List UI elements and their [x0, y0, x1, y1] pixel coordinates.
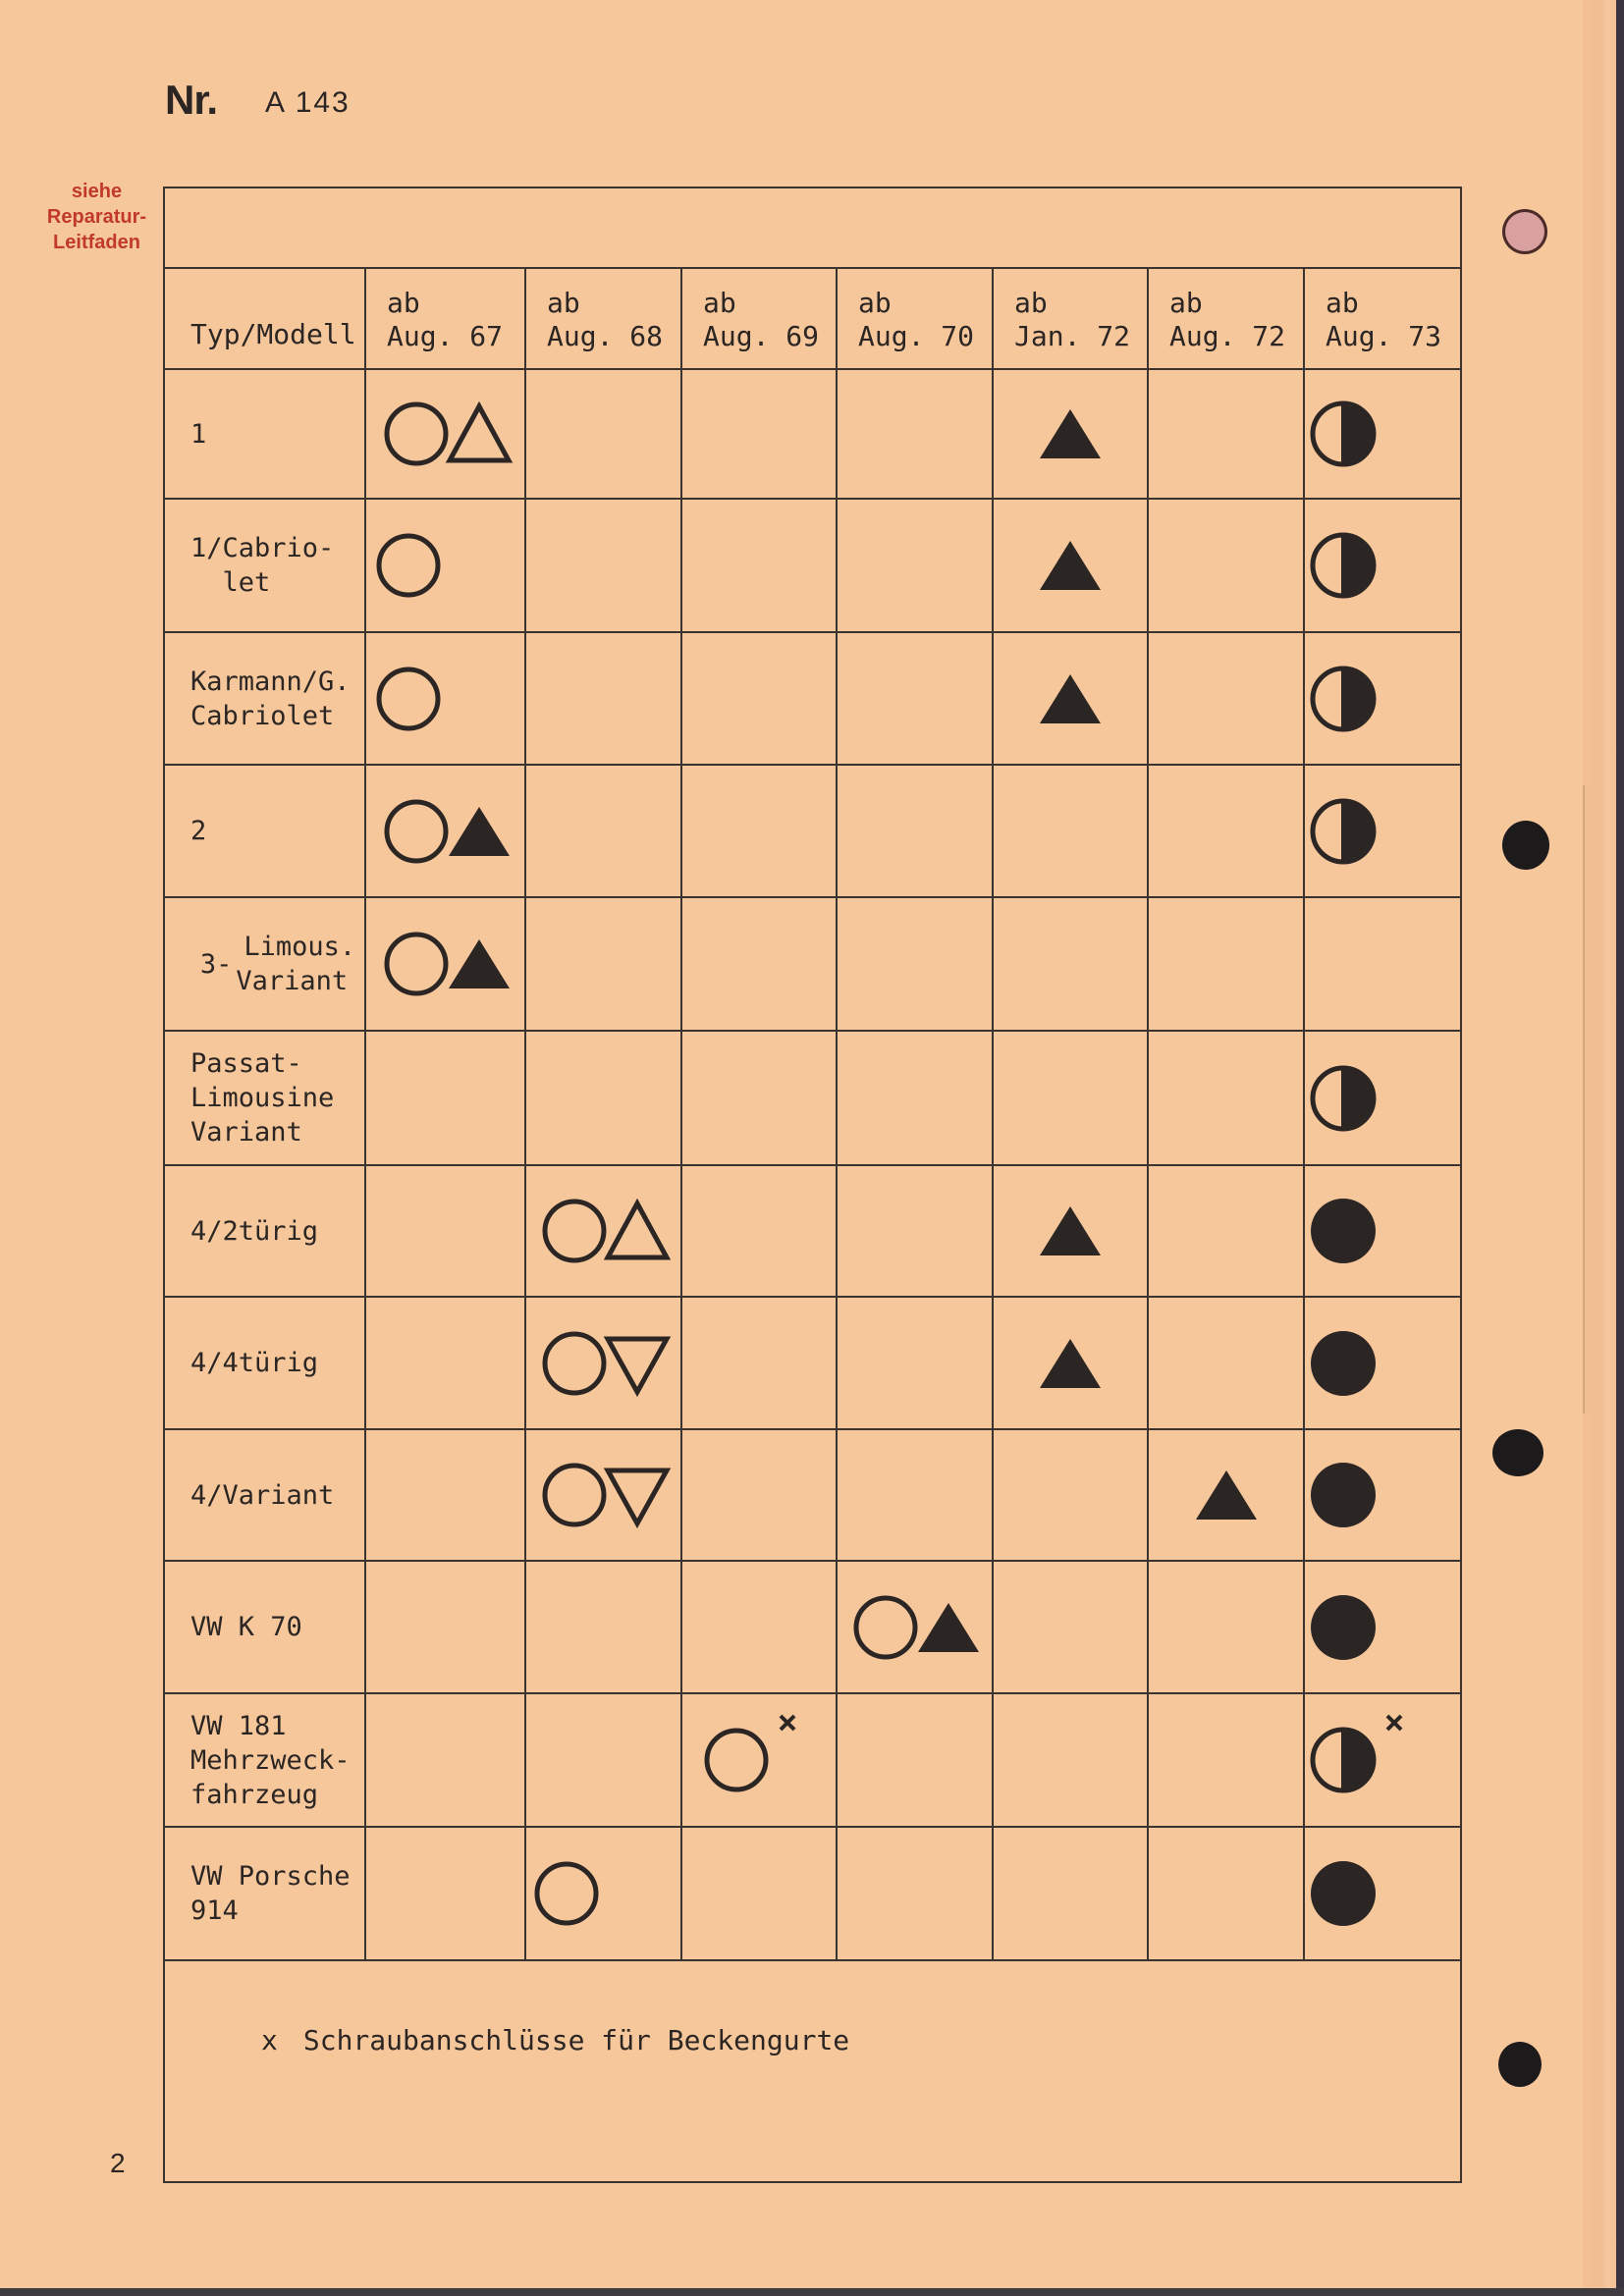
row-label-line: Passat- — [190, 1048, 302, 1079]
half-filled-circle-icon — [1309, 531, 1378, 600]
column-header-ab: ab — [547, 287, 580, 319]
nr-label: Nr. — [165, 77, 218, 123]
filled-triangle-icon — [445, 797, 514, 866]
row-label — [163, 499, 365, 632]
row-label-line: VW Porsche — [190, 1861, 351, 1892]
open-circle-icon — [382, 797, 451, 866]
side-note-line1: siehe — [71, 181, 123, 202]
table-column-rule — [680, 267, 682, 1960]
column-header-date: Aug. 67 — [387, 320, 504, 352]
column-header-date: Jan. 72 — [1014, 320, 1131, 352]
row-label-line: let — [190, 567, 271, 598]
row-label-line: 4/4türig — [190, 1348, 319, 1378]
row-label-variants — [236, 930, 355, 998]
half-filled-circle-icon — [1309, 1064, 1378, 1133]
column-header-ab: ab — [1169, 287, 1203, 319]
side-note — [35, 179, 158, 255]
half-filled-circle-icon — [1309, 665, 1378, 733]
filled-triangle-icon — [1036, 1197, 1105, 1265]
table-column-rule — [992, 267, 994, 1960]
column-header — [681, 267, 837, 369]
row-label-line: Karmann/G. — [190, 666, 351, 697]
row-label — [163, 765, 365, 897]
column-header-date: Aug. 73 — [1326, 320, 1442, 352]
footnote — [261, 2024, 849, 2056]
row-label-line: Variant — [236, 966, 349, 996]
half-filled-circle-icon — [1309, 400, 1378, 468]
open-circle-icon — [540, 1461, 609, 1529]
row-label-line: Cabriolet — [190, 700, 335, 731]
row-label-line: Mehrzweck- — [190, 1744, 351, 1776]
column-header — [837, 267, 993, 369]
open-circle-icon — [532, 1859, 601, 1928]
side-note-line3: Leitfaden — [53, 232, 140, 253]
row-label-line: VW 181 — [190, 1710, 287, 1741]
open-circle-icon — [851, 1593, 920, 1662]
row-label — [163, 1429, 365, 1561]
filled-triangle-icon — [1036, 1329, 1105, 1398]
footnote-text: Schraubanschlüsse für Beckengurte — [302, 2024, 850, 2056]
column-header-ab: ab — [703, 287, 736, 319]
bottom-edge-strip — [0, 2288, 1624, 2296]
punch-hole-lower-middle — [1492, 1429, 1543, 1476]
filled-circle-icon — [1309, 1329, 1378, 1398]
open-circle-icon — [540, 1329, 609, 1398]
column-header — [365, 267, 525, 369]
filled-triangle-icon — [445, 930, 514, 998]
open-circle-icon — [374, 531, 443, 600]
column-header-ab: ab — [1014, 287, 1048, 319]
side-note-line2: Reparatur- — [46, 206, 147, 228]
row-label — [163, 1827, 365, 1960]
row-label-line: 4/Variant — [190, 1479, 335, 1511]
table-column-rule — [836, 267, 838, 1960]
row-label-line: 914 — [190, 1896, 239, 1926]
x-mark-icon — [777, 1712, 798, 1734]
column-header-date: Aug. 72 — [1169, 320, 1286, 352]
half-filled-circle-icon — [1309, 1726, 1378, 1794]
row-label-line: Limousine — [190, 1083, 335, 1113]
punch-hole-bottom — [1498, 2042, 1542, 2087]
filled-triangle-icon — [1036, 665, 1105, 733]
row-label — [163, 1031, 365, 1165]
table-column-rule — [1303, 267, 1305, 1960]
open-circle-icon — [374, 665, 443, 733]
column-header-date: Aug. 69 — [703, 320, 820, 352]
column-header — [1148, 267, 1304, 369]
row-label-line: 1/Cabrio- — [190, 533, 335, 563]
punch-hole-upper-middle — [1502, 821, 1549, 870]
row-label-line: Limous. — [244, 932, 356, 962]
row-label — [163, 1297, 365, 1429]
open-down-triangle-icon — [603, 1329, 672, 1398]
page-number: 2 — [110, 2148, 126, 2178]
column-header-date: Aug. 68 — [547, 320, 664, 352]
footnote-mark: x — [261, 2024, 278, 2056]
column-header-date: Aug. 70 — [858, 320, 975, 352]
row-label — [163, 1165, 365, 1297]
row-label — [163, 369, 365, 499]
filled-circle-icon — [1309, 1859, 1378, 1928]
open-triangle-icon — [445, 400, 514, 468]
filled-triangle-icon — [914, 1593, 983, 1662]
table-column-rule — [524, 267, 526, 1960]
open-circle-icon — [382, 930, 451, 998]
column-header — [993, 267, 1148, 369]
row-label — [163, 1693, 365, 1827]
table-column-rule — [1147, 267, 1149, 1960]
filled-triangle-icon — [1036, 400, 1105, 468]
row-label — [163, 1561, 365, 1693]
column-header — [1304, 267, 1462, 369]
row-label-prefix: 3- — [199, 948, 233, 980]
row-label — [163, 897, 365, 1031]
open-circle-icon — [702, 1726, 771, 1794]
column-header-ab: ab — [1326, 287, 1359, 319]
column-header-ab: ab — [858, 287, 892, 319]
row-label-line: fahrzeug — [190, 1779, 319, 1810]
row-label-line: 2 — [190, 816, 207, 846]
row-label-line: VW K 70 — [190, 1612, 302, 1642]
punch-hole-top — [1502, 209, 1547, 254]
row-label-line: Variant — [190, 1117, 302, 1148]
column-header — [525, 267, 681, 369]
open-down-triangle-icon — [603, 1461, 672, 1529]
column-header-ab: ab — [387, 287, 420, 319]
filled-triangle-icon — [1036, 531, 1105, 600]
document-number: A 143 — [265, 86, 351, 119]
x-mark-icon — [1383, 1712, 1405, 1734]
paper-edge-tab — [1583, 785, 1595, 1414]
header-typ-modell: Typ/Modell — [190, 318, 356, 350]
filled-circle-icon — [1309, 1197, 1378, 1265]
filled-circle-icon — [1309, 1461, 1378, 1529]
filled-triangle-icon — [1192, 1461, 1261, 1529]
open-triangle-icon — [603, 1197, 672, 1265]
open-circle-icon — [540, 1197, 609, 1265]
row-label — [163, 632, 365, 765]
row-label-line: 4/2türig — [190, 1215, 319, 1247]
half-filled-circle-icon — [1309, 797, 1378, 866]
row-label-line: 1 — [190, 418, 207, 450]
filled-circle-icon — [1309, 1593, 1378, 1662]
open-circle-icon — [382, 400, 451, 468]
